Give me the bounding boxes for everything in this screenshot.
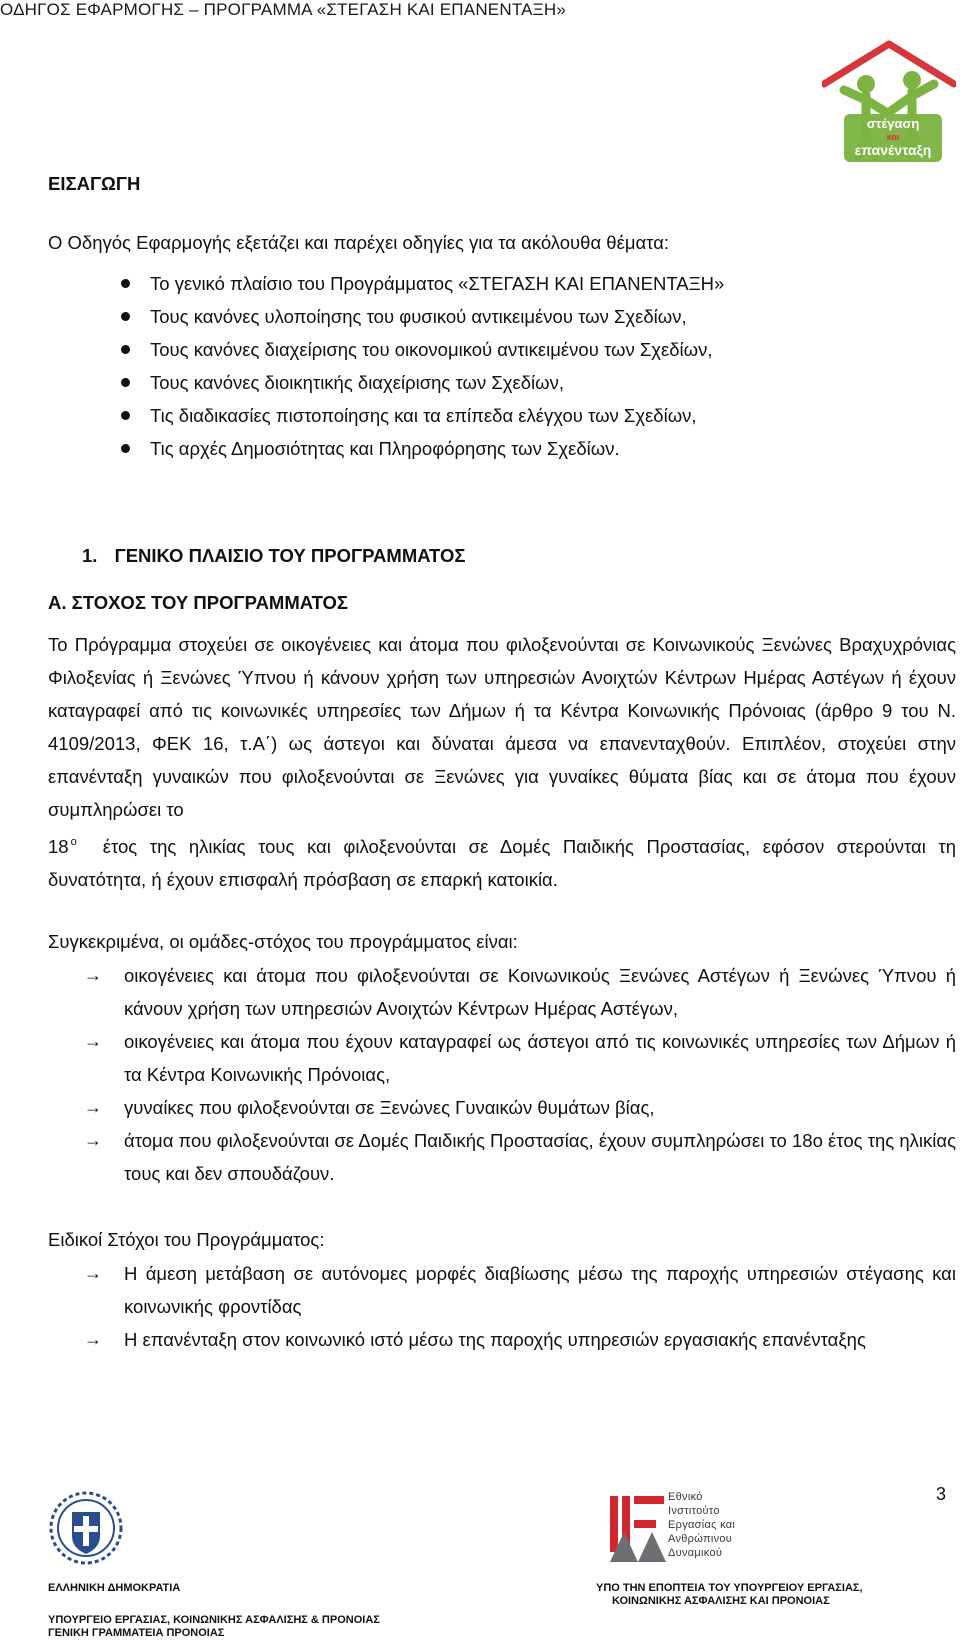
footer-left-line-1: ΕΛΛΗΝΙΚΗ ΔΗΜΟΚΡΑΤΙΑ bbox=[48, 1582, 181, 1594]
section-1-heading bbox=[82, 545, 466, 567]
list-item: Τους κανόνες διαχείρισης του οικονομικού αντικειμένου των Σχεδίων, bbox=[118, 333, 724, 366]
svg-text:στέγαση: στέγαση bbox=[866, 116, 920, 131]
age-number: 18 bbox=[48, 836, 69, 857]
svg-text:και: και bbox=[886, 132, 900, 142]
list-item: Τους κανόνες διοικητικής διαχείρισης των Σχεδίων, bbox=[118, 366, 724, 399]
list-item: Το γενικό πλαίσιο του Προγράμματος «ΣΤΕΓΑΣΗ ΚΑΙ ΕΠΑΝΕΝΤΑΞΗ» bbox=[118, 267, 724, 300]
footer-right-line-2: ΚΟΙΝΩΝΙΚΗΣ ΑΣΦΑΛΙΣΗΣ ΚΑΙ ΠΡΟΝΟΙΑΣ bbox=[612, 1595, 830, 1607]
footer-left-line-3: ΓΕΝΙΚΗ ΓΡΑΜΜΑΤΕΙΑ ΠΡΟΝΟΙΑΣ bbox=[48, 1627, 225, 1639]
intro-bullet-list bbox=[118, 267, 724, 465]
list-item: Τις αρχές Δημοσιότητας και Πληροφόρησης των Σχεδίων. bbox=[118, 432, 724, 465]
bullet-icon bbox=[121, 444, 130, 453]
section-title: ΓΕΝΙΚΟ ΠΛΑΙΣΙΟ ΤΟΥ ΠΡΟΓΡΑΜΜΑΤΟΣ bbox=[114, 545, 466, 566]
list-item: Τους κανόνες υλοποίησης του φυσικού αντικειμένου των Σχεδίων, bbox=[118, 300, 724, 333]
arrow-right-icon: → bbox=[84, 965, 102, 985]
list-item: → άτομα που φιλοξενούνται σε Δομές Παιδικής Προστασίας, έχουν συμπληρώσει το 18ο έτος της ηλικίας τους και δεν σπουδάζουν. bbox=[84, 1124, 956, 1190]
list-item: Τις διαδικασίες πιστοποίησης και τα επίπεδα ελέγχου των Σχεδίων, bbox=[118, 399, 724, 432]
section-number: 1. bbox=[82, 545, 98, 566]
stegasi-logo-icon bbox=[822, 40, 956, 166]
list-item: → Η άμεση μετάβαση σε αυτόνομες μορφές διαβίωσης μέσω της παροχής υπηρεσιών στέγασης και κοινωνικής φροντίδας bbox=[84, 1257, 956, 1323]
greek-republic-seal-icon bbox=[48, 1488, 124, 1568]
arrow-right-icon: → bbox=[84, 1031, 102, 1051]
paragraph-b-text: έτος της ηλικίας τους και φιλοξενούνται σε Δομές Παιδικής Προστασίας, εφόσον στερούνται τη δυνατότητα, ή έχουν επισφαλή πρόσβαση σε επαρκή κατοικία. bbox=[48, 836, 956, 890]
arrow-right-icon: → bbox=[84, 1097, 102, 1117]
target-groups-lead: Συγκεκριμένα, οι ομάδες-στόχος του προγράμματος είναι: bbox=[48, 931, 518, 952]
intro-heading: ΕΙΣΑΓΩΓΗ bbox=[48, 173, 141, 194]
bullet-icon bbox=[121, 411, 130, 420]
arrow-right-icon: → bbox=[84, 1329, 102, 1349]
arrow-right-icon: → bbox=[84, 1130, 102, 1150]
specific-goals-list bbox=[84, 1257, 956, 1356]
bullet-icon bbox=[121, 378, 130, 387]
section-1-subheading: Α. ΣΤΟΧΟΣ ΤΟΥ ΠΡΟΓΡΑΜΜΑΤΟΣ bbox=[48, 592, 349, 613]
footer-right-line-1: ΥΠΟ ΤΗΝ ΕΠΟΠΤΕΙΑ ΤΟΥ ΥΠΟΥΡΓΕΙΟΥ ΕΡΓΑΣΙΑΣ, bbox=[596, 1582, 863, 1594]
bullet-icon bbox=[121, 279, 130, 288]
list-item: → Η επανένταξη στον κοινωνικό ιστό μέσω της παροχής υπηρεσιών εργασιακής επανένταξης bbox=[84, 1323, 956, 1356]
svg-text:επανένταξη: επανένταξη bbox=[854, 142, 932, 158]
page-number: 3 bbox=[935, 1484, 946, 1504]
intro-lead: Ο Οδηγός Εφαρμογής εξετάζει και παρέχει οδηγίες για τα ακόλουθα θέματα: bbox=[48, 232, 670, 253]
svg-text:ΕΙΕΑΔ: ΕΙΕΑΔ bbox=[610, 1492, 613, 1493]
target-groups-list bbox=[84, 959, 956, 1190]
document-header-title: ΟΔΗΓΟΣ ΕΦΑΡΜΟΓΗΣ – ΠΡΟΓΡΑΜΜΑ «ΣΤΕΓΑΣΗ ΚΑΙ ΕΠΑΝΕΝΤΑΞΗ» bbox=[0, 0, 567, 19]
specific-goals-lead: Ειδικοί Στόχοι του Προγράμματος: bbox=[48, 1229, 325, 1250]
bullet-icon bbox=[121, 345, 130, 354]
arrow-right-icon: → bbox=[84, 1263, 102, 1283]
bullet-icon bbox=[121, 312, 130, 321]
list-item: → γυναίκες που φιλοξενούνται σε Ξενώνες Γυναικών θυμάτων βίας, bbox=[84, 1091, 956, 1124]
section-1-paragraph-b bbox=[48, 826, 956, 896]
list-item: → οικογένειες και άτομα που έχουν καταγραφεί ως άστεγοι από τις κοινωνικές υπηρεσίες των Δήμων ή τα Κέντρα Κοινωνικής Πρόνοιας, bbox=[84, 1025, 956, 1091]
list-item: → οικογένειες και άτομα που φιλοξενούνται σε Κοινωνικούς Ξενώνες Αστέγων ή Ξενώνες Ύπνου ή κάνουν χρήση των υπηρεσιών Ανοιχτών Κέντρων Ημέρας Αστέγων, bbox=[84, 959, 956, 1025]
footer-left-line-2: ΥΠΟΥΡΓΕΙΟ ΕΡΓΑΣΙΑΣ, ΚΟΙΝΩΝΙΚΗΣ ΑΣΦΑΛΙΣΗΣ & ΠΡΟΝΟΙΑΣ bbox=[48, 1614, 380, 1626]
eiead-name: Εθνικό Ινστιτούτο Εργασίας και Ανθρώπινου Δυναμικού bbox=[668, 1491, 736, 1559]
section-1-paragraph-a: Το Πρόγραμμα στοχεύει σε οικογένειες και άτομα που φιλοξενούνται σε Κοινωνικούς Ξενώνες Βραχυχρόνιας Φιλοξενίας ή Ξενώνες Ύπνου ή κάνουν χρήση των υπηρεσιών Ανοιχτών Κέντρων Ημέρας Αστέγων ή έχουν καταγραφεί από τις κοινωνικές υπηρεσίες των Δήμων ή τα Κέντρα Κοινωνικής Πρόνοιας (άρθρο 9 του Ν. 4109/2013, ΦΕΚ 16, τ.Α΄) ως άστεγοι και δύναται άμεσα να επανενταχθούν. Επιπλέον, στοχεύει στην επανένταξη γυναικών που φιλοξενούνται σε Ξενώνες για γυναίκες θύματα βίας και σε άτομα που έχουν συμπληρώσει το bbox=[48, 634, 956, 820]
ordinal-superscript: ο bbox=[70, 836, 77, 848]
